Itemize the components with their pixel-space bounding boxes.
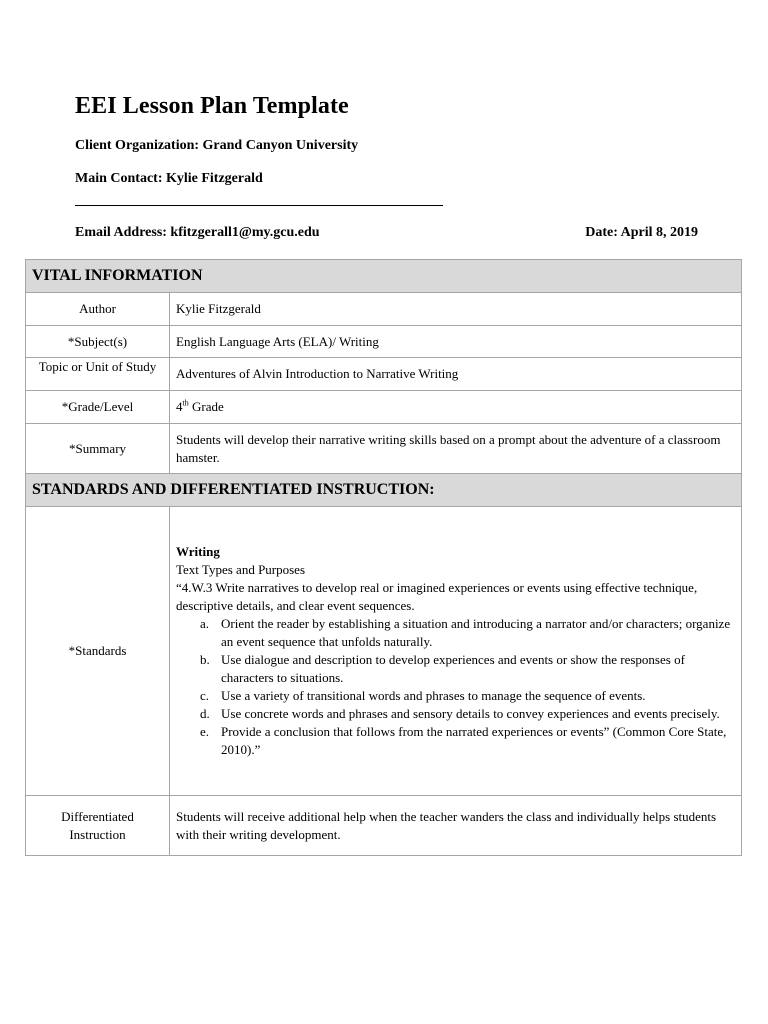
email-address: Email Address: kfitzgerall1@my.gcu.edu [75, 225, 320, 240]
list-item-text: Orient the reader by establishing a situation and introducing a narrator and/or characters; organize an event sequence that unfolds naturally. [221, 616, 731, 649]
standards-subject-heading: Writing [176, 544, 220, 559]
list-item-text: Provide a conclusion that follows from the narrated experiences or events” (Common Core State, 2010).” [221, 724, 727, 757]
author-label: Author [26, 293, 170, 326]
list-marker: e. [200, 724, 210, 739]
grade-number: 4 [176, 399, 183, 414]
summary-value: Students will develop their narrative writing skills based on a prompt about the adventure of a classroom hamster. [170, 424, 742, 474]
table-row [26, 391, 742, 424]
vital-information-heading: VITAL INFORMATION [26, 260, 742, 293]
list-marker: a. [200, 616, 210, 631]
list-item [200, 615, 735, 651]
vital-information-header-row [26, 260, 742, 293]
list-marker: c. [200, 688, 210, 703]
author-value: Kylie Fitzgerald [170, 293, 742, 326]
table-row [26, 358, 742, 391]
document-title: EEI Lesson Plan Template [75, 93, 349, 119]
list-item-text: Use a variety of transitional words and phrases to manage the sequence of events. [221, 688, 646, 703]
date: Date: April 8, 2019 [585, 225, 698, 240]
topic-label-text: Topic or Unit of Study [38, 359, 157, 374]
grade-ordinal-suffix: th [182, 398, 189, 408]
subject-value: English Language Arts (ELA)/ Writing [170, 326, 742, 358]
standards-intro: “4.W.3 Write narratives to develop real or imagined experiences or events using effective technique, descriptive details, and clear event sequences. [176, 580, 698, 613]
standards-header-row [26, 474, 742, 507]
differentiated-label: Differentiated Instruction [26, 796, 170, 856]
list-item [200, 651, 735, 687]
standards-subheading: Text Types and Purposes [176, 562, 306, 577]
grade-label: *Grade/Level [26, 391, 170, 424]
grade-word: Grade [188, 399, 224, 414]
differentiated-value: Students will receive additional help when the teacher wanders the class and individually helps students with their writing development. [170, 796, 742, 856]
standards-label: *Standards [26, 507, 170, 796]
list-item [200, 705, 735, 723]
list-item-text: Use concrete words and phrases and sensory details to convey experiences and events precisely. [221, 706, 720, 721]
standards-list [176, 615, 735, 759]
topic-value: Adventures of Alvin Introduction to Narrative Writing [170, 358, 742, 391]
subject-label: *Subject(s) [26, 326, 170, 358]
standards-heading: STANDARDS AND DIFFERENTIATED INSTRUCTION: [26, 474, 742, 507]
list-item-text: Use dialogue and description to develop experiences and events or show the responses of characters to situations. [221, 652, 685, 685]
standards-value [170, 507, 742, 796]
list-marker: b. [200, 652, 210, 667]
list-marker: d. [200, 706, 210, 721]
table-row [26, 326, 742, 358]
summary-label: *Summary [26, 424, 170, 474]
list-item [200, 687, 735, 705]
table-row [26, 796, 742, 856]
list-item [200, 723, 735, 759]
client-organization: Client Organization: Grand Canyon University [75, 138, 359, 153]
divider-line [75, 205, 443, 206]
grade-value [170, 391, 742, 424]
main-contact: Main Contact: Kylie Fitzgerald [75, 171, 263, 186]
table-row [26, 293, 742, 326]
table-row [26, 424, 742, 474]
topic-label [26, 358, 170, 391]
lesson-plan-table [25, 259, 742, 856]
table-row [26, 507, 742, 796]
